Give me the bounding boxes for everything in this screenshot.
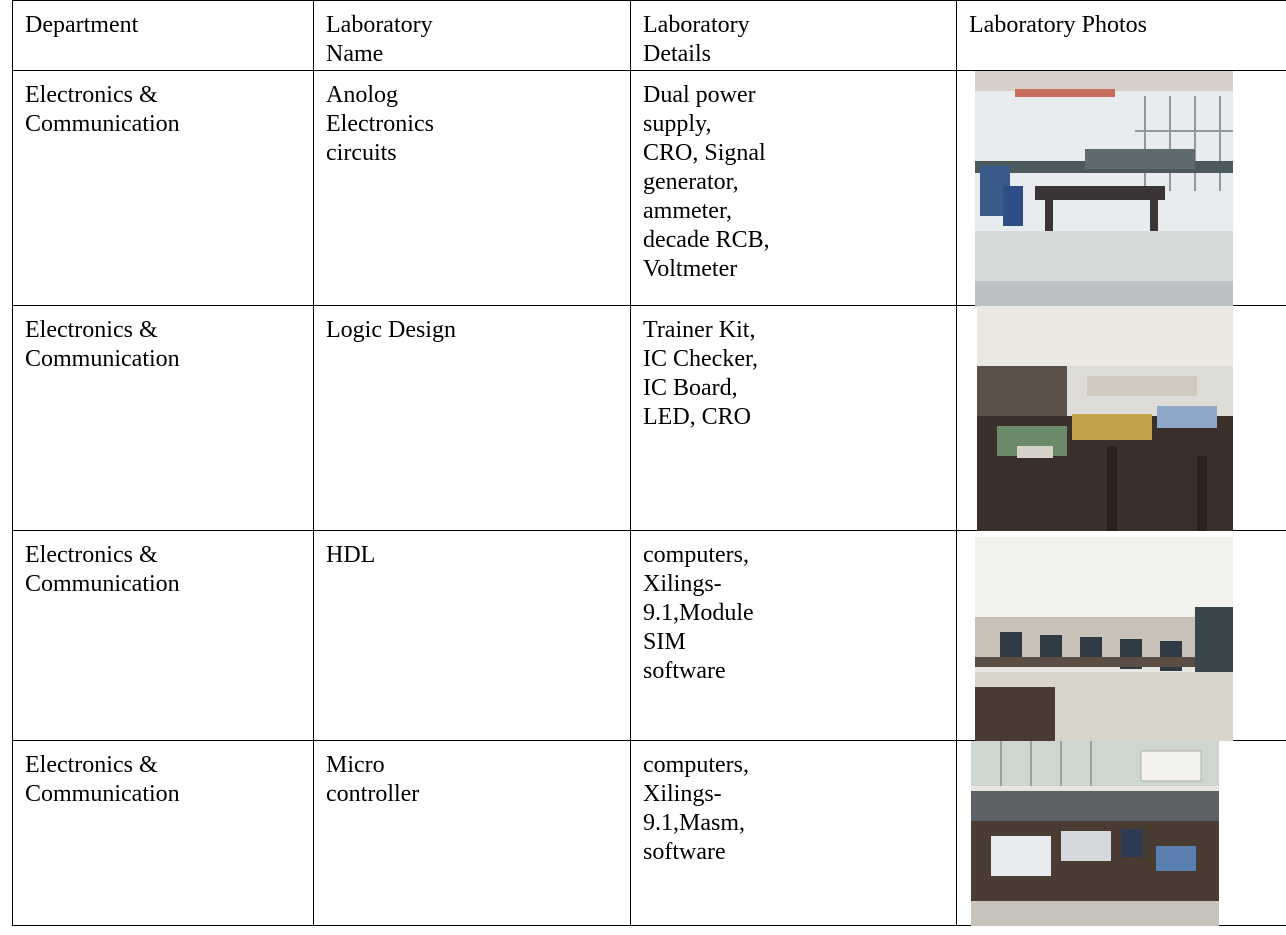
header-lab-name: Laboratory Name bbox=[314, 1, 631, 71]
lab-photo-logic-design bbox=[977, 306, 1233, 531]
laboratory-table bbox=[12, 0, 1286, 926]
table-row bbox=[13, 306, 1286, 531]
cell-department: Electronics & Communication bbox=[13, 741, 314, 926]
lab-photo-analog-electronics bbox=[975, 71, 1233, 307]
lab-photo-microcontroller bbox=[971, 741, 1219, 926]
cell-lab-name: Anolog Electronics circuits bbox=[314, 71, 631, 306]
cell-department: Electronics & Communication bbox=[13, 306, 314, 531]
cell-lab-details: computers, Xilings- 9.1,Module SIM software bbox=[631, 531, 957, 741]
lab-photo-hdl bbox=[975, 537, 1233, 741]
table-row bbox=[13, 531, 1286, 741]
cell-lab-photo bbox=[957, 306, 1286, 531]
table-header-row bbox=[13, 1, 1286, 71]
cell-lab-name: HDL bbox=[314, 531, 631, 741]
cell-department: Electronics & Communication bbox=[13, 531, 314, 741]
cell-lab-details: Dual power supply, CRO, Signal generator, ammeter, decade RCB, Voltmeter bbox=[631, 71, 957, 306]
cell-lab-name: Micro controller bbox=[314, 741, 631, 926]
header-lab-photos: Laboratory Photos bbox=[957, 1, 1286, 71]
cell-lab-details: computers, Xilings- 9.1,Masm, software bbox=[631, 741, 957, 926]
cell-lab-photo bbox=[957, 531, 1286, 741]
table-row bbox=[13, 741, 1286, 926]
header-department: Department bbox=[13, 1, 314, 71]
header-lab-details: Laboratory Details bbox=[631, 1, 957, 71]
cell-department: Electronics & Communication bbox=[13, 71, 314, 306]
cell-lab-photo bbox=[957, 741, 1286, 926]
cell-lab-photo bbox=[957, 71, 1286, 306]
cell-lab-name: Logic Design bbox=[314, 306, 631, 531]
cell-lab-details: Trainer Kit, IC Checker, IC Board, LED, CRO bbox=[631, 306, 957, 531]
table-row bbox=[13, 71, 1286, 306]
